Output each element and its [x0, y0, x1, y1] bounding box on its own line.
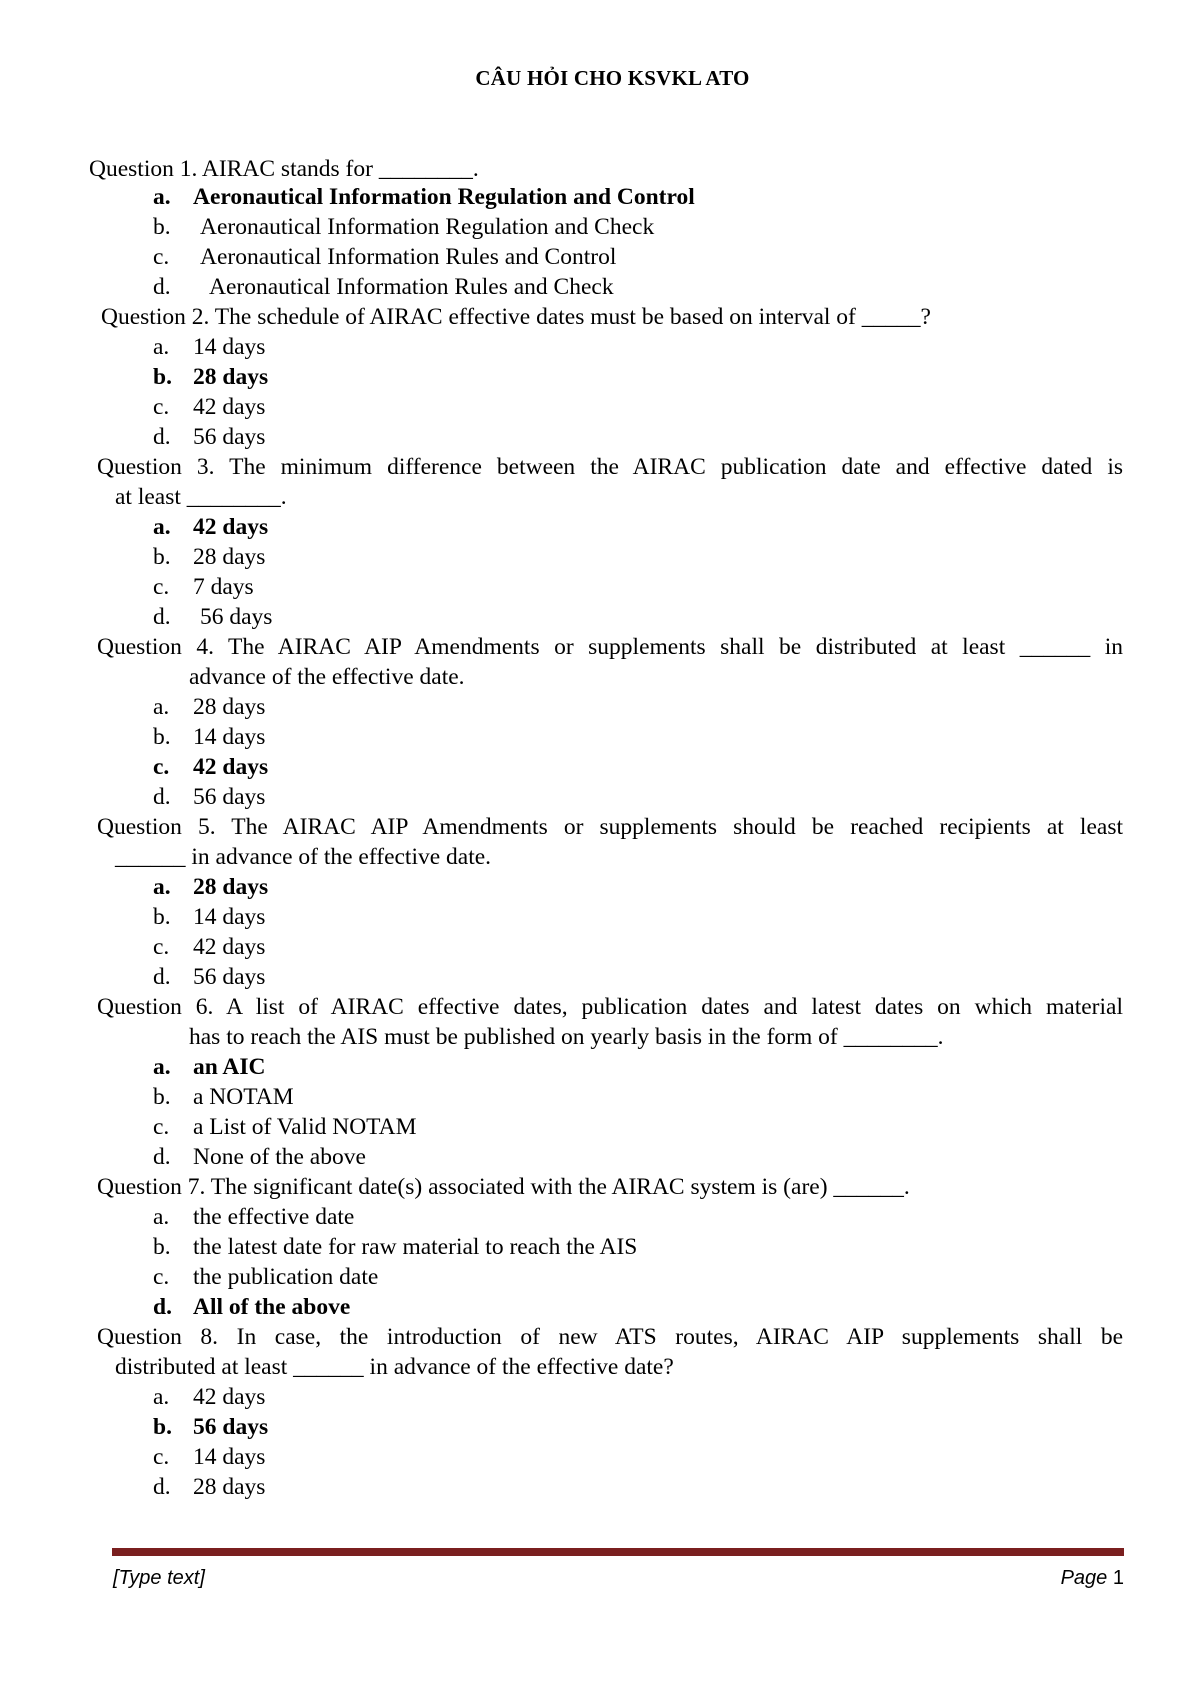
option-text: 7 days	[193, 574, 254, 600]
option-letter: d.	[153, 1474, 171, 1500]
option-text: a NOTAM	[193, 1084, 294, 1110]
option-text: 56 days	[193, 424, 266, 450]
question-4-option-c	[153, 752, 268, 782]
option-letter: a.	[153, 694, 170, 720]
option-text: Aeronautical Information Regulation and Control	[193, 184, 695, 210]
option-text: an AIC	[193, 1054, 266, 1080]
option-letter: c.	[153, 1444, 170, 1470]
question-6-stem-line-1: Question 6. A list of AIRAC effective dates, publication dates and latest dates on which material	[97, 994, 1123, 1020]
question-3-option-c	[153, 572, 254, 602]
question-6-option-c	[153, 1112, 417, 1142]
question-4-option-a	[153, 692, 265, 722]
question-5-option-a	[153, 872, 268, 902]
question-2-option-c	[153, 392, 265, 422]
option-text: 14 days	[193, 1444, 266, 1470]
option-letter: a.	[153, 1384, 170, 1410]
option-text: Aeronautical Information Rules and Check	[209, 274, 614, 300]
question-4-option-b	[153, 722, 265, 752]
question-5-option-b	[153, 902, 265, 932]
option-letter: c.	[153, 574, 170, 600]
option-letter: b.	[153, 724, 171, 750]
option-text: the publication date	[193, 1264, 379, 1290]
option-text: 56 days	[193, 964, 266, 990]
question-2-option-b	[153, 362, 268, 392]
question-2-option-a	[153, 332, 265, 362]
question-6-stem-line-2: has to reach the AIS must be published on yearly basis in the form of ________.	[189, 1024, 944, 1050]
question-7-stem: Question 7. The significant date(s) associated with the AIRAC system is (are) ______.	[97, 1174, 910, 1200]
option-letter: b.	[153, 364, 172, 390]
question-6-option-b	[153, 1082, 294, 1112]
question-6-option-a	[153, 1052, 266, 1082]
option-text: 14 days	[193, 904, 266, 930]
page-title: CÂU HỎI CHO KSVKL ATO	[475, 66, 750, 90]
question-3-option-b	[153, 542, 265, 572]
option-text: 28 days	[193, 874, 269, 900]
option-letter: d.	[153, 964, 171, 990]
option-text: 42 days	[193, 754, 269, 780]
option-text: 28 days	[193, 1474, 266, 1500]
option-text: 14 days	[193, 724, 266, 750]
option-letter: b.	[153, 214, 171, 240]
option-letter: d.	[153, 784, 171, 810]
question-4-option-d	[153, 782, 265, 812]
option-letter: c.	[153, 754, 170, 780]
option-text: Aeronautical Information Rules and Control	[200, 244, 617, 270]
question-8-stem-line-1: Question 8. In case, the introduction of new ATS routes, AIRAC AIP supplements shall be	[97, 1324, 1123, 1350]
option-letter: b.	[153, 1414, 172, 1440]
question-1-stem: Question 1. AIRAC stands for ________.	[89, 156, 479, 182]
option-letter: b.	[153, 544, 171, 570]
option-text: 42 days	[193, 514, 269, 540]
option-text: None of the above	[193, 1144, 366, 1170]
option-letter: a.	[153, 1054, 171, 1080]
question-8-stem-line-2: distributed at least ______ in advance of the effective date?	[115, 1354, 674, 1380]
option-letter: b.	[153, 1084, 171, 1110]
option-text: 56 days	[193, 784, 266, 810]
page-label: Page	[1060, 1567, 1108, 1589]
question-8-option-d	[153, 1472, 265, 1502]
option-text: All of the above	[193, 1294, 351, 1320]
footer-left-text: [Type text]	[113, 1567, 205, 1589]
option-letter: c.	[153, 934, 170, 960]
question-7-option-c	[153, 1262, 378, 1292]
option-letter: c.	[153, 244, 170, 270]
question-8-option-b	[153, 1412, 268, 1442]
option-text: a List of Valid NOTAM	[193, 1114, 417, 1140]
option-letter: c.	[153, 1114, 170, 1140]
question-2-stem: Question 2. The schedule of AIRAC effective dates must be based on interval of _____?	[101, 304, 931, 330]
option-letter: c.	[153, 1264, 170, 1290]
option-letter: a.	[153, 874, 171, 900]
option-letter: d.	[153, 604, 171, 630]
question-1-option-d	[153, 272, 614, 302]
option-text: 14 days	[193, 334, 266, 360]
option-text: 28 days	[193, 694, 266, 720]
option-text: 28 days	[193, 544, 266, 570]
option-text: 42 days	[193, 394, 266, 420]
option-letter: d.	[153, 274, 171, 300]
footer-rule	[112, 1548, 1124, 1556]
option-text: 42 days	[193, 934, 266, 960]
option-text: 56 days	[193, 1414, 269, 1440]
question-5-option-d	[153, 962, 265, 992]
page-number	[1061, 1567, 1124, 1590]
question-4-stem-line-2: advance of the effective date.	[189, 664, 465, 690]
option-text: 56 days	[200, 604, 273, 630]
option-letter: b.	[153, 1234, 171, 1260]
option-text: 42 days	[193, 1384, 266, 1410]
question-3-stem-line-2: at least ________.	[115, 484, 287, 510]
option-letter: d.	[153, 1144, 171, 1170]
option-text: Aeronautical Information Regulation and Check	[200, 214, 655, 240]
question-3-stem-line-1: Question 3. The minimum difference between the AIRAC publication date and effective dated is	[97, 454, 1123, 480]
page-number-value: 1	[1112, 1567, 1124, 1589]
question-8-option-c	[153, 1442, 265, 1472]
question-4-stem-line-1: Question 4. The AIRAC AIP Amendments or supplements shall be distributed at least ______ in	[97, 634, 1123, 660]
question-5-stem-line-2: ______ in advance of the effective date.	[115, 844, 492, 870]
option-letter: d.	[153, 424, 171, 450]
question-7-option-b	[153, 1232, 637, 1262]
question-8-option-a	[153, 1382, 265, 1412]
question-5-stem-line-1: Question 5. The AIRAC AIP Amendments or supplements should be reached recipients at least	[97, 814, 1123, 840]
question-5-option-c	[153, 932, 265, 962]
option-letter: a.	[153, 334, 170, 360]
question-1-option-c	[153, 242, 616, 272]
question-7-option-d	[153, 1292, 350, 1322]
question-3-option-d	[153, 602, 272, 632]
option-letter: c.	[153, 394, 170, 420]
question-3-option-a	[153, 512, 268, 542]
option-letter: a.	[153, 184, 171, 210]
option-text: the latest date for raw material to reach the AIS	[193, 1234, 638, 1260]
option-letter: a.	[153, 1204, 170, 1230]
option-text: 28 days	[193, 364, 269, 390]
option-letter: b.	[153, 904, 171, 930]
question-1-option-b	[153, 212, 654, 242]
question-6-option-d	[153, 1142, 366, 1172]
option-text: the effective date	[193, 1204, 355, 1230]
option-letter: a.	[153, 514, 171, 540]
question-2-option-d	[153, 422, 265, 452]
question-1-option-a	[153, 182, 695, 212]
question-7-option-a	[153, 1202, 354, 1232]
option-letter: d.	[153, 1294, 172, 1320]
